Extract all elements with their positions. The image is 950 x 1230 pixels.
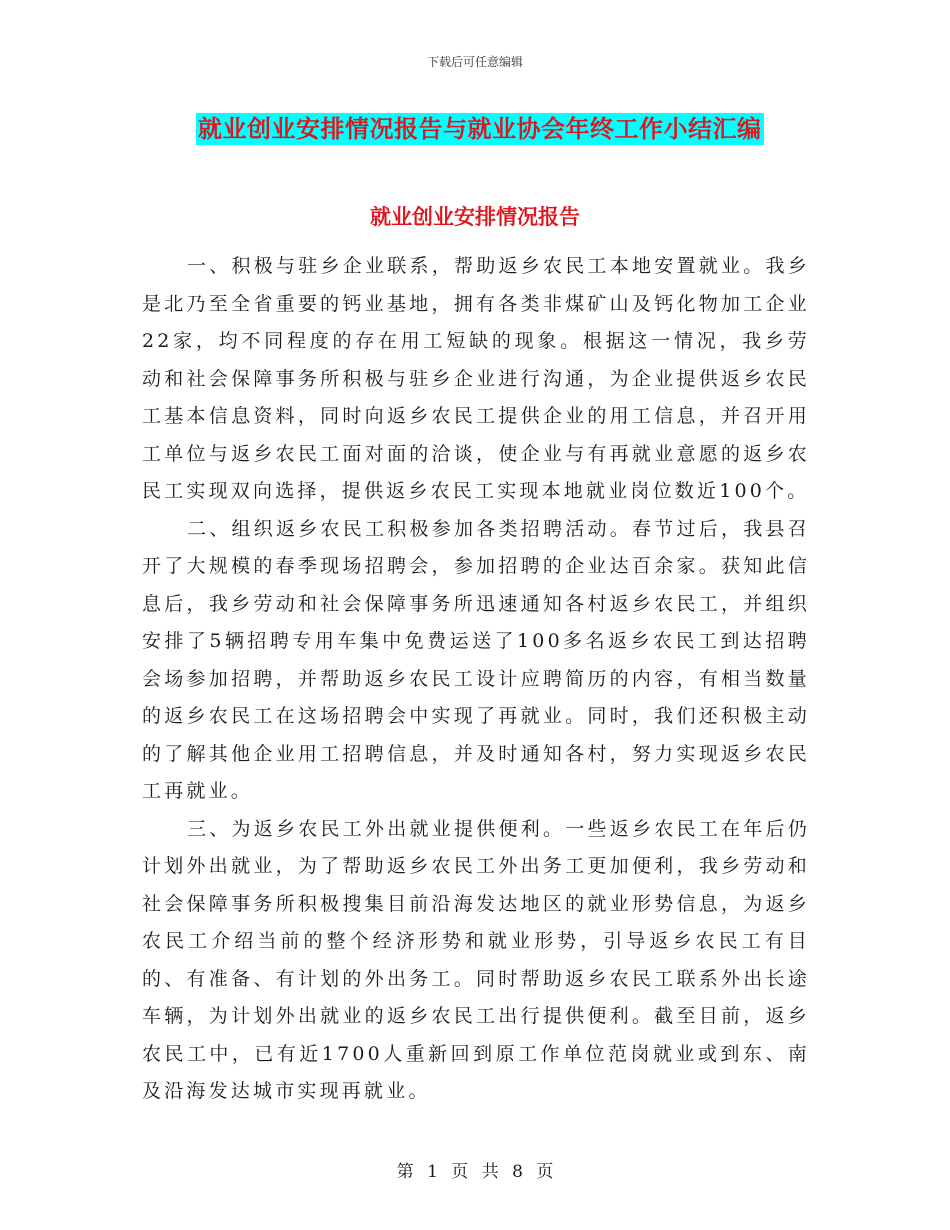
- page-header-note: 下载后可任意编辑: [426, 55, 523, 69]
- paragraph-3: 三、为返乡农民工外出就业提供便利。一些返乡农民工在年后仍计划外出就业，为了帮助返乡农民工外出务工更加便利，我乡劳动和社会保障事务所积极搜集目前沿海发达地区的就业形势信息，为返乡农民工介绍当前的整个经济形势和就业形势，引导返乡农民工有目的、有准备、有计划的外出务工。同时帮助返乡农民工联系外出长途车辆，为计划外出就业的返乡农民工出行提供便利。截至目前，返乡农民工中，已有近1700人重新回到原工作单位范岗就业或到东、南及沿海发达城市实现再就业。: [142, 817, 810, 1102]
- page-prefix: 第: [396, 1162, 414, 1182]
- total-prefix: 共: [481, 1162, 499, 1182]
- document-body: [142, 248, 810, 1111]
- paragraph-1: 一、积极与驻乡企业联系，帮助返乡农民工本地安置就业。我乡是北乃至全省重要的钙业基地，拥有各类非煤矿山及钙化物加工企业22家，均不同程度的存在用工短缺的现象。根据这一情况，我乡劳动和社会保障事务所积极与驻乡企业进行沟通，为企业提供返乡农民工基本信息资料，同时向返乡农民工提供企业的用工信息，并召开用工单位与返乡农民工面对面的洽谈，使企业与有再就业意愿的返乡农民工实现双向选择，提供返乡农民工实现本地就业岗位数近100个。: [142, 255, 810, 502]
- page-unit: 页: [451, 1162, 469, 1182]
- document-title: 就业创业安排情况报告与就业协会年终工作小结汇编: [198, 115, 762, 143]
- paragraph-2: 二、组织返乡农民工积极参加各类招聘活动。春节过后，我县召开了大规模的春季现场招聘会，参加招聘的企业达百余家。获知此信息后，我乡劳动和社会保障事务所迅速通知各村返乡农民工，并组织安排了5辆招聘专用车集中免费运送了100多名返乡农民工到达招聘会场参加招聘，并帮助返乡农民工设计应聘简历的内容，有相当数量的返乡农民工在这场招聘会中实现了再就业。同时，我们还积极主动的了解其他企业用工招聘信息，并及时通知各村，努力实现返乡农民工再就业。: [142, 517, 810, 802]
- current-page-number: 1: [427, 1162, 438, 1182]
- total-pages-number: 8: [512, 1162, 523, 1182]
- total-unit: 页: [536, 1162, 554, 1182]
- section-title: 就业创业安排情况报告: [370, 205, 580, 229]
- page-footer: [0, 1157, 950, 1182]
